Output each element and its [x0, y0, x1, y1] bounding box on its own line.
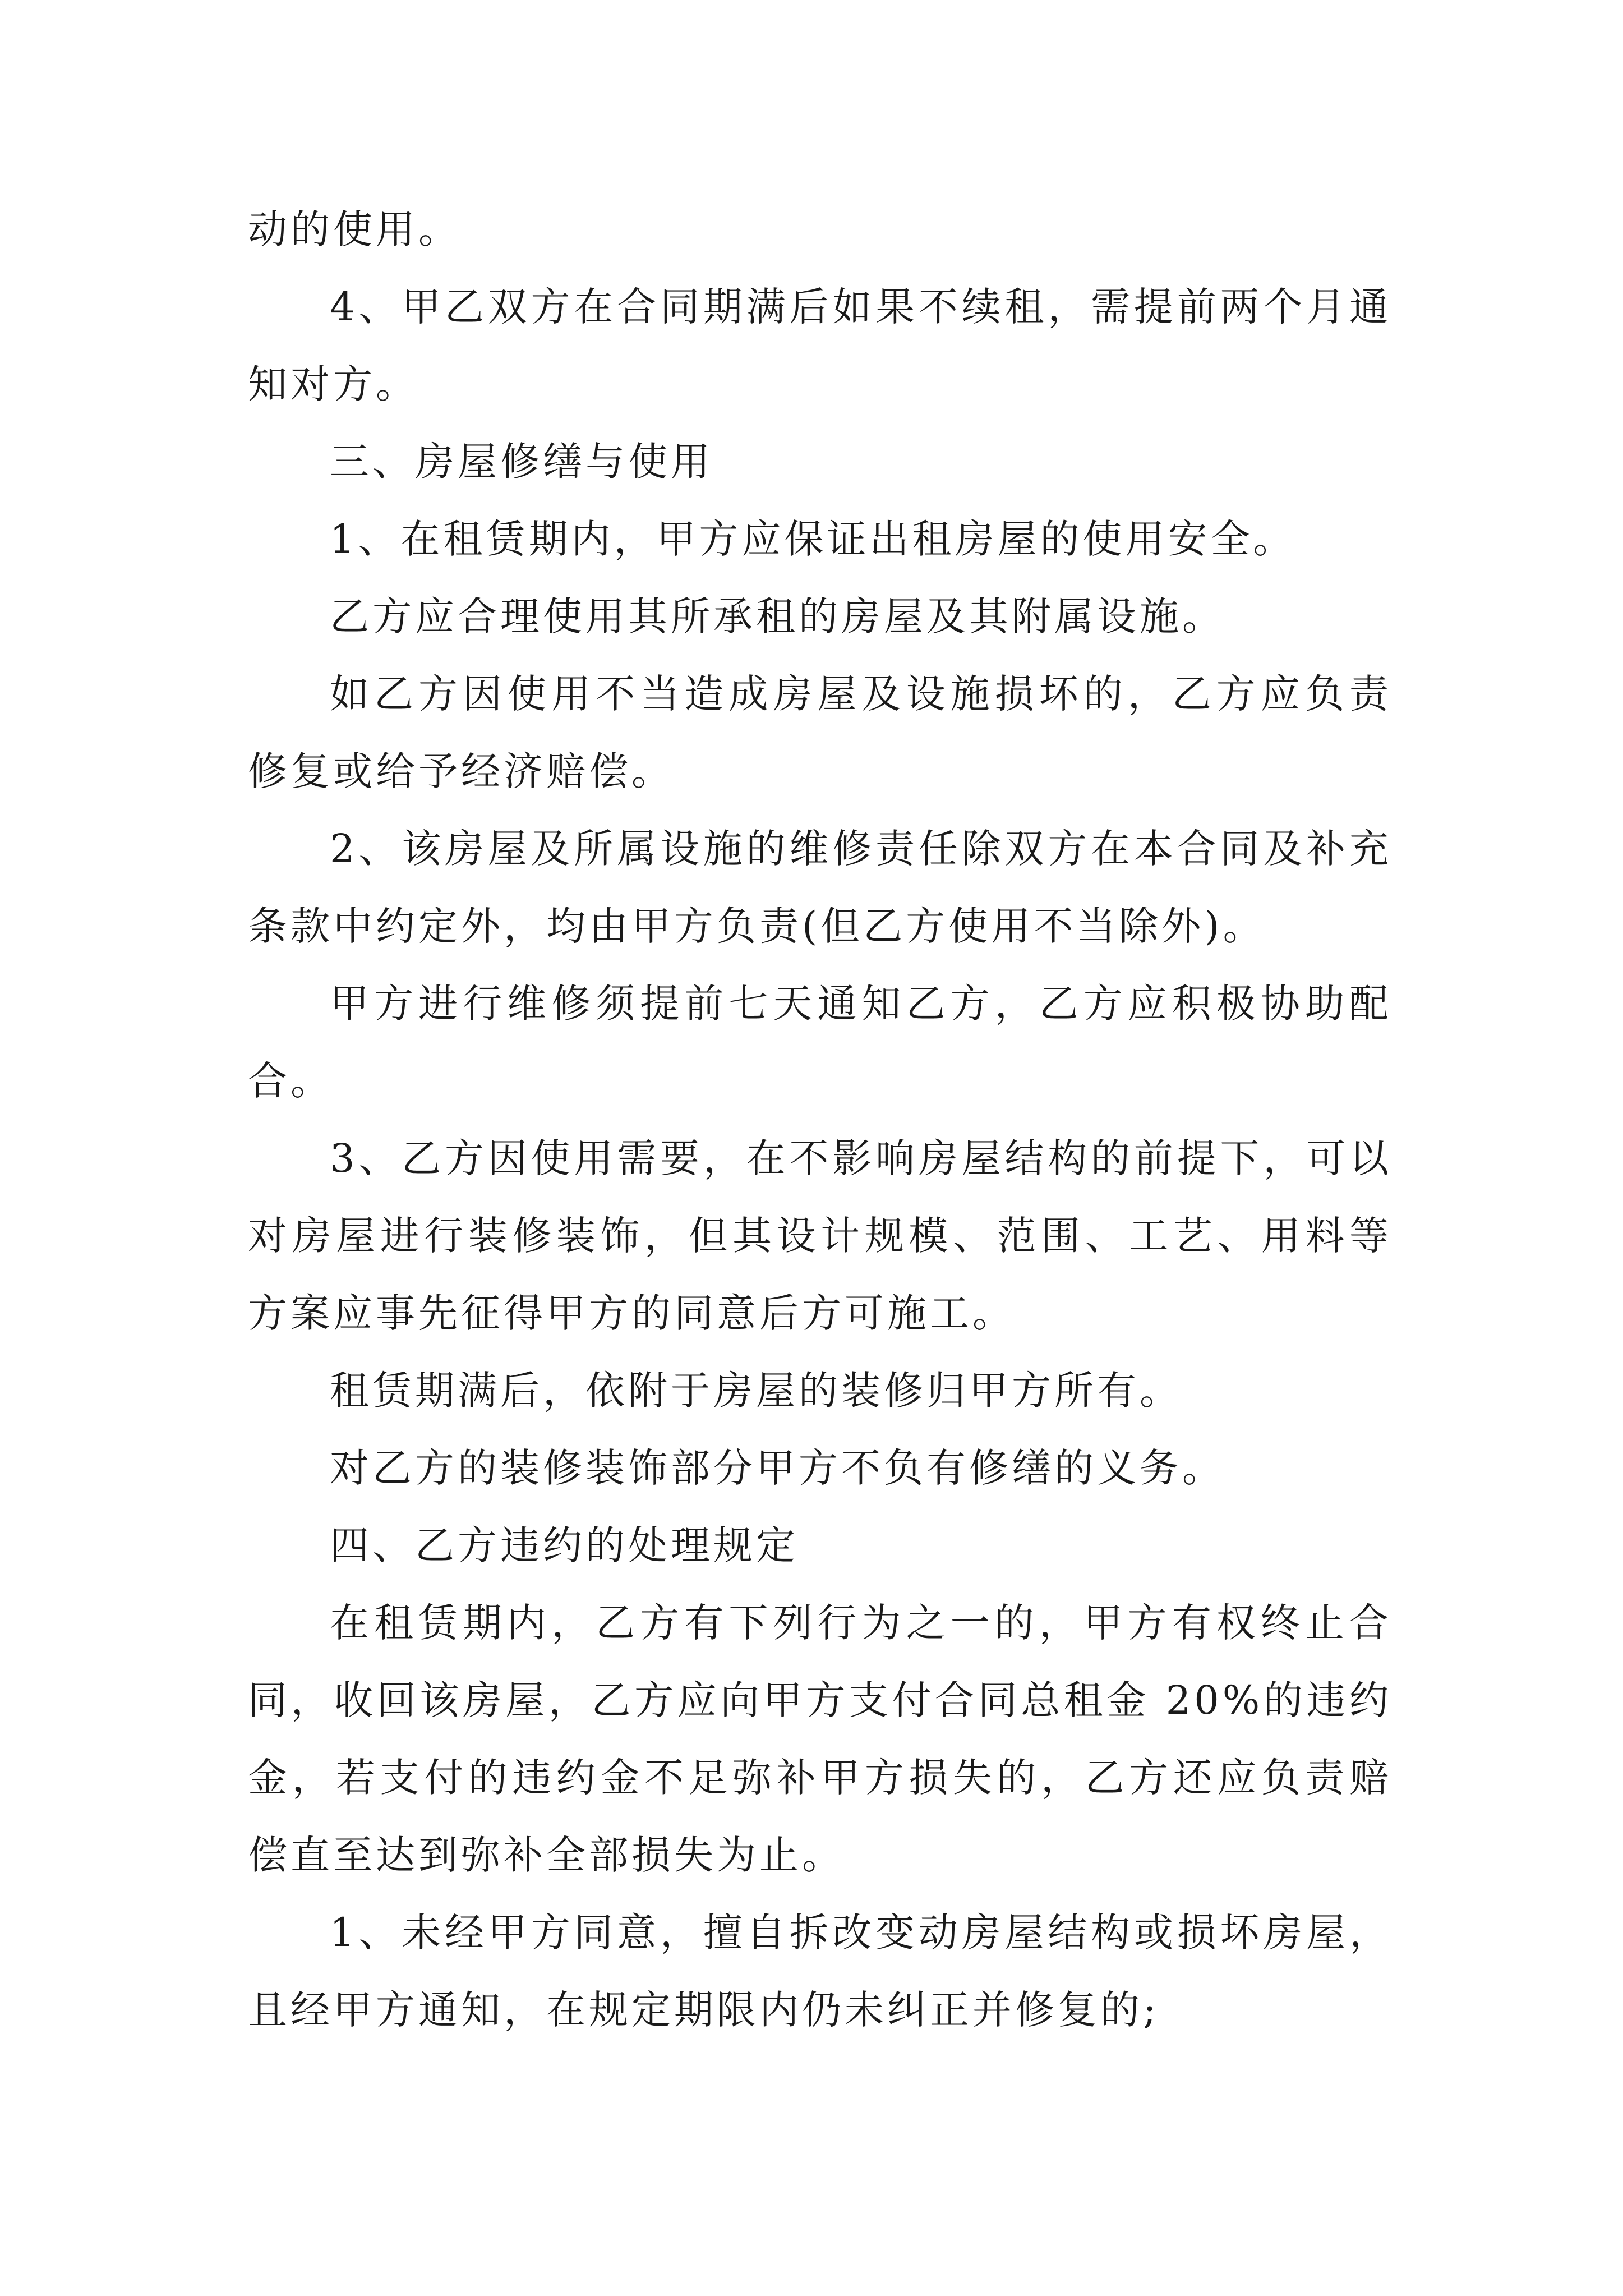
paragraph-2: 4、甲乙双方在合同期满后如果不续租，需提前两个月通知对方。 [248, 284, 1392, 407]
paragraph-4: 1、在租赁期内，甲方应保证出租房屋的使用安全。 [330, 516, 1296, 562]
paragraph-9: 3、乙方因使用需要，在不影响房屋结构的前提下，可以对房屋进行装修装饰，但其设计规模、范围、工艺、用料等方案应事先征得甲方的同意后方可施工。 [248, 1135, 1392, 1336]
section-heading-4: 四、乙方违约的处理规定 [330, 1522, 799, 1568]
paragraph-7: 2、该房屋及所属设施的维修责任除双方在本合同及补充条款中约定外，均由甲方负责(但乙方使用不当除外)。 [248, 826, 1392, 949]
paragraph-13: 在租赁期内，乙方有下列行为之一的，甲方有权终止合同，收回该房屋，乙方应向甲方支付合同总租金 20%的违约金，若支付的违约金不足弥补甲方损失的，乙方还应负责赔偿直至达到弥补全部损失为止。 [248, 1600, 1392, 1878]
paragraph-6: 如乙方因使用不当造成房屋及设施损坏的，乙方应负责修复或给予经济赔偿。 [248, 671, 1392, 794]
paragraph-10: 租赁期满后，依附于房屋的装修归甲方所有。 [330, 1368, 1182, 1414]
paragraph-5: 乙方应合理使用其所承租的房屋及其附属设施。 [330, 593, 1225, 639]
section-heading-3: 三、房屋修缮与使用 [330, 439, 713, 485]
paragraph-8: 甲方进行维修须提前七天通知乙方，乙方应积极协助配合。 [248, 981, 1392, 1104]
paragraph-14: 1、未经甲方同意，擅自拆改变动房屋结构或损坏房屋，且经甲方通知，在规定期限内仍未纠正并修复的; [248, 1910, 1392, 2033]
document-body [248, 191, 1392, 2049]
paragraph-11: 对乙方的装修装饰部分甲方不负有修缮的义务。 [330, 1445, 1225, 1491]
paragraph-1: 动的使用。 [248, 206, 461, 252]
